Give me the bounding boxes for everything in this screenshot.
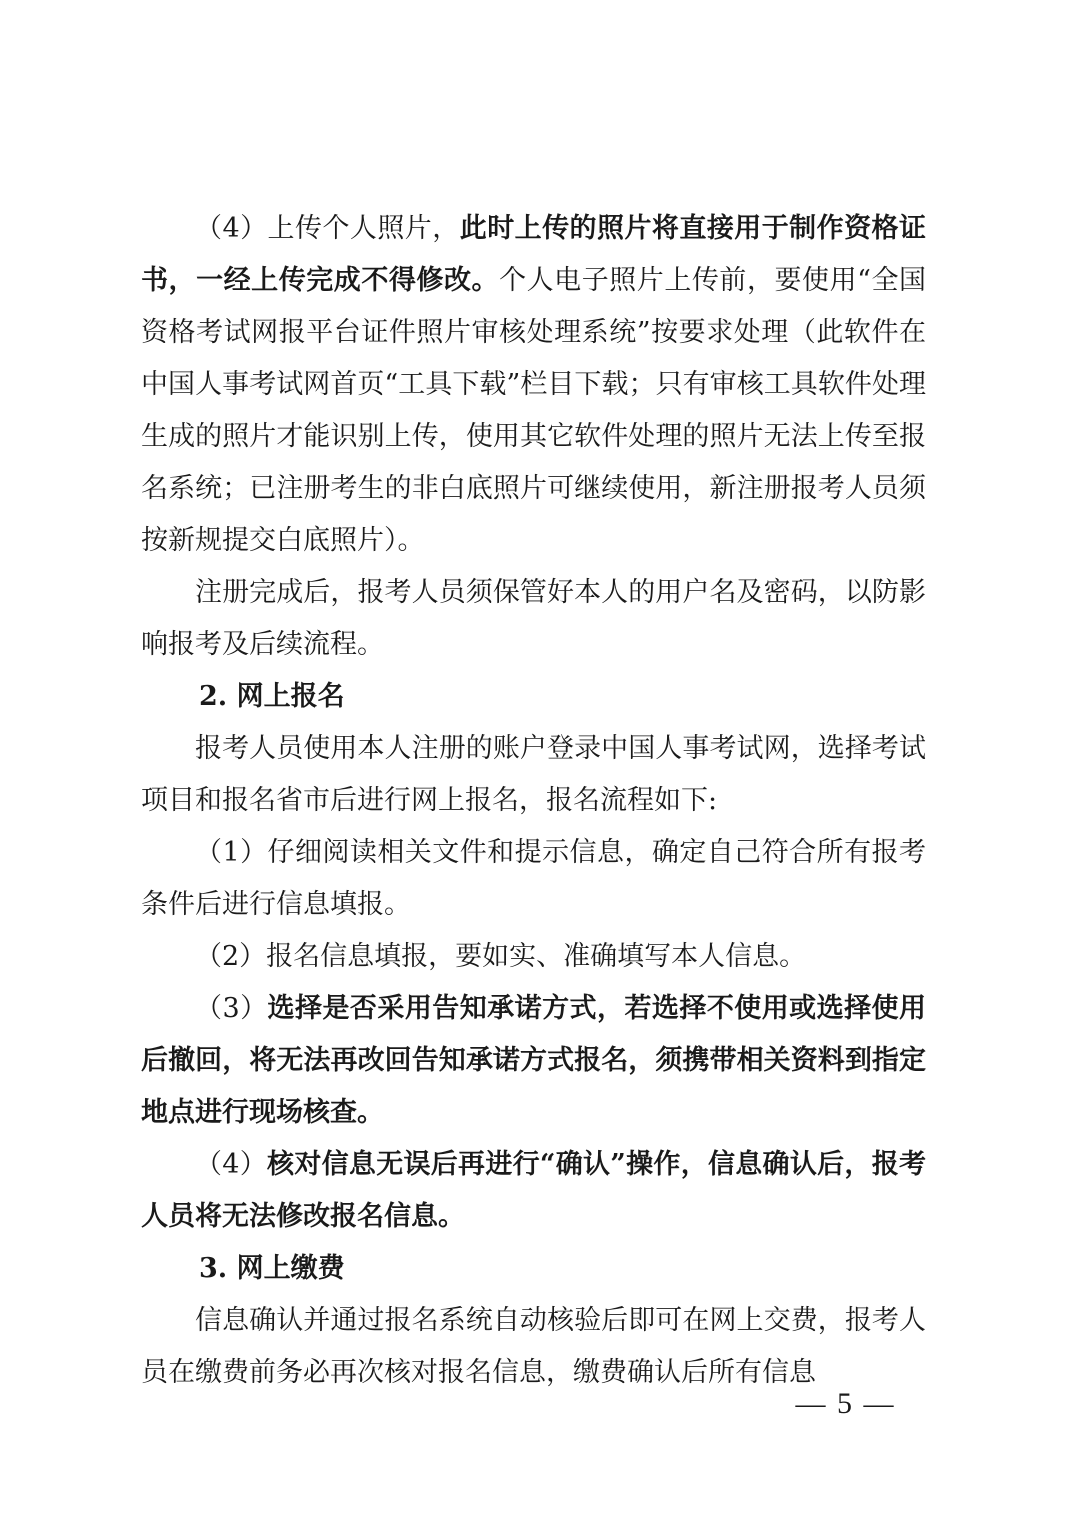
- paragraph-step-1: （1）仔细阅读相关文件和提示信息，确定自己符合所有报考条件后进行信息填报。: [141, 837, 926, 920]
- heading-online-payment: 3. 网上缴费: [199, 1253, 345, 1284]
- page-number: — 5 —: [795, 1387, 896, 1420]
- paragraph-upload-photo-bold: 此时上传的照片将直接用于制作资格证书，一经上传完成不得修改。: [141, 213, 927, 296]
- body-text: [141, 203, 926, 1399]
- paragraph-step-4: [141, 1139, 926, 1243]
- paragraph-registration-complete: 注册完成后，报考人员须保管好本人的用户名及密码，以防影响报考及后续流程。: [141, 577, 926, 660]
- paragraph-login-select: 报考人员使用本人注册的账户登录中国人事考试网，选择考试项目和报名省市后进行网上报名，报名流程如下:: [141, 733, 926, 816]
- paragraph-upload-photo-tail: 个人电子照片上传前，要使用“全国资格考试网报平台证件照片审核处理系统”按要求处理（此软件在中国人事考试网首页“工具下载”栏目下载；只有审核工具软件处理生成的照片才能识别上传，使用其它软件处理的照片无法上传至报名系统；已注册考生的非白底照片可继续使用，新注册报考人员须按新规提交白底照片）。: [141, 265, 927, 556]
- paragraph-upload-photo: [141, 203, 926, 567]
- paragraph-step-4-bold: 核对信息无误后再进行“确认”操作，信息确认后，报考人员将无法修改报名信息。: [141, 1149, 926, 1232]
- paragraph-step-3: [141, 983, 926, 1139]
- heading-online-registration: 2. 网上报名: [199, 681, 345, 712]
- paragraph-step-3-lead: （3）: [195, 993, 268, 1024]
- paragraph-upload-photo-lead: （4）上传个人照片，: [195, 213, 460, 244]
- paragraph-payment: 信息确认并通过报名系统自动核验后即可在网上交费，报考人员在缴费前务必再次核对报名信息，缴费确认后所有信息: [141, 1305, 926, 1388]
- paragraph-step-2: （2）报名信息填报，要如实、准确填写本人信息。: [195, 941, 807, 972]
- paragraph-step-3-bold: 选择是否采用告知承诺方式，若选择不使用或选择使用后撤回，将无法再改回告知承诺方式报名，须携带相关资料到指定地点进行现场核查。: [141, 993, 926, 1128]
- paragraph-step-4-lead: （4）: [195, 1149, 268, 1180]
